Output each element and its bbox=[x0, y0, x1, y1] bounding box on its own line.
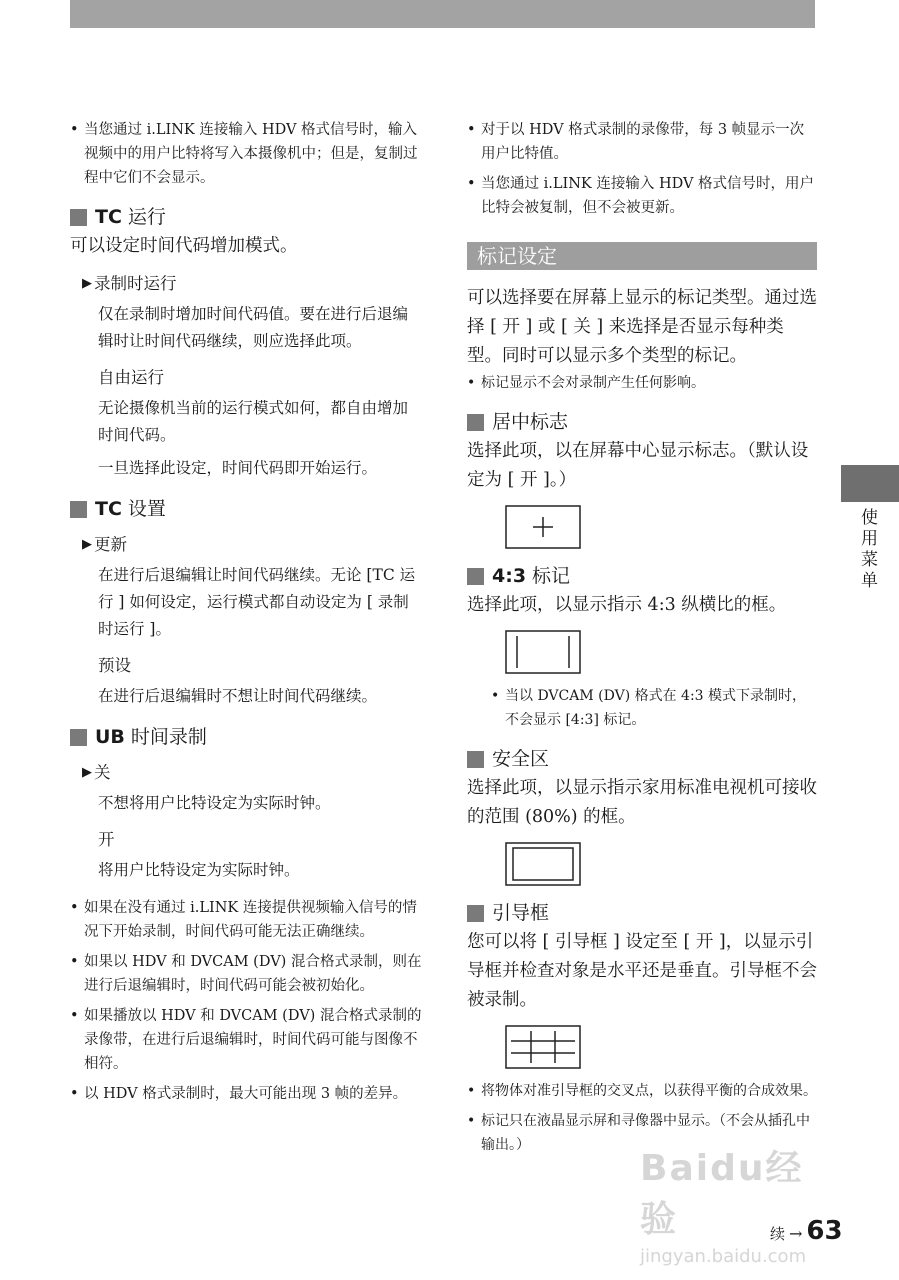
default-arrow-icon: ▶ bbox=[82, 276, 92, 291]
side-tab-label: 使用菜单 bbox=[857, 508, 877, 592]
continue-arrow-icon: → bbox=[789, 1224, 803, 1243]
aspect-desc: 选择此项，以显示指示 4:3 纵横比的框。 bbox=[467, 595, 787, 615]
square-bullet-icon bbox=[70, 501, 87, 518]
watermark-logo: Baidu经验 bbox=[640, 1148, 804, 1240]
tc-run-opt2: 自由运行 bbox=[98, 368, 164, 387]
watermark-url: jingyan.baidu.com bbox=[640, 1246, 807, 1267]
note-bullet: • 以 HDV 格式录制时，最大可能出现 3 帧的差异。 bbox=[70, 1082, 422, 1106]
note-bullet: • 如果播放以 HDV 和 DVCAM (DV) 混合格式录制的录像带，在进行后退编辑时，时间代码可能与图像不相符。 bbox=[70, 1004, 422, 1076]
marker-desc: 可以选择要在屏幕上显示的标记类型。通过选择 [ 开 ] 或 [ 关 ] 来选择是否显示每种类型。同时可以显示多个类型的标记。 bbox=[467, 288, 817, 366]
page-footer bbox=[770, 1216, 843, 1246]
tc-set-opt1: ▶ 更新 bbox=[82, 532, 422, 558]
center-marker-icon bbox=[505, 505, 581, 549]
guide-note: • 标记只在液晶显示屏和寻像器中显示。（不会从插孔中输出。） bbox=[467, 1109, 817, 1157]
safety-zone-diagram bbox=[505, 842, 817, 886]
square-bullet-icon bbox=[70, 209, 87, 226]
tc-run-opt2-desc2: 一旦选择此设定，时间代码即开始运行。 bbox=[98, 459, 378, 477]
tc-set-opt2-desc: 在进行后退编辑时不想让时间代码继续。 bbox=[98, 687, 378, 705]
ub-note-bullet: • 对于以 HDV 格式录制的录像带，每 3 帧显示一次用户比特值。 bbox=[467, 118, 817, 166]
tc-set-heading: TC 设置 bbox=[70, 496, 422, 522]
center-heading: 居中标志 bbox=[467, 409, 817, 435]
safety-desc: 选择此项，以显示指示家用标准电视机可接收的范围 (80%) 的框。 bbox=[467, 778, 817, 827]
square-bullet-icon bbox=[467, 751, 484, 768]
continued-label: 续 bbox=[770, 1225, 786, 1243]
aspect-heading: 4:3 标记 bbox=[467, 563, 817, 589]
ub-rec-heading: UB 时间录制 bbox=[70, 724, 422, 750]
note-bullet: • 如果在没有通过 i.LINK 连接提供视频输入信号的情况下开始录制，时间代码可能无法正确继续。 bbox=[70, 896, 422, 944]
tc-set-opt1-desc: 在进行后退编辑让时间代码继续。无论 [TC 运行 ] 如何设定，运行模式都自动设定为 [ 录制时运行 ]。 bbox=[98, 566, 416, 638]
guide-frame-diagram bbox=[505, 1025, 817, 1069]
square-bullet-icon bbox=[467, 905, 484, 922]
ub-rec-opt2-desc: 将用户比特设定为实际时钟。 bbox=[98, 861, 300, 879]
tc-run-desc: 可以设定时间代码增加模式。 bbox=[70, 236, 298, 256]
left-column bbox=[70, 118, 422, 1112]
center-marker-diagram bbox=[505, 505, 817, 549]
tc-run-opt1: ▶ 录制时运行 bbox=[82, 271, 422, 297]
page-number: 63 bbox=[806, 1216, 843, 1246]
tc-set-opt2: 预设 bbox=[98, 656, 131, 675]
default-arrow-icon: ▶ bbox=[82, 765, 92, 780]
guide-heading: 引导框 bbox=[467, 900, 817, 926]
ub-rec-opt1-desc: 不想将用户比特设定为实际时钟。 bbox=[98, 794, 331, 812]
aspect-note: • 当以 DVCAM (DV) 格式在 4:3 模式下录制时，不会显示 [4:3] 标记。 bbox=[491, 684, 817, 732]
center-desc: 选择此项，以在屏幕中心显示标志。（默认设定为 [ 开 ]。） bbox=[467, 441, 809, 490]
marker-note: • 标记显示不会对录制产生任何影响。 bbox=[467, 371, 817, 395]
aspect-marker-diagram bbox=[505, 630, 817, 674]
right-column bbox=[467, 118, 817, 1163]
safety-heading: 安全区 bbox=[467, 746, 817, 772]
tc-run-heading: TC 运行 bbox=[70, 204, 422, 230]
tc-run-opt1-desc: 仅在录制时增加时间代码值。要在进行后退编辑时让时间代码继续，则应选择此项。 bbox=[98, 305, 409, 350]
tc-run-opt2-desc1: 无论摄像机当前的运行模式如何，都自由增加时间代码。 bbox=[98, 399, 409, 444]
square-bullet-icon bbox=[467, 568, 484, 585]
ub-rec-opt1: ▶ 关 bbox=[82, 760, 422, 786]
marker-section-title: 标记设定 bbox=[467, 242, 817, 270]
top-bar bbox=[70, 0, 815, 28]
guide-frame-icon bbox=[505, 1025, 581, 1069]
note-bullet: • 如果以 HDV 和 DVCAM (DV) 混合格式录制，则在进行后退编辑时，时间代码可能会被初始化。 bbox=[70, 950, 422, 998]
guide-desc: 您可以将 [ 引导框 ] 设定至 [ 开 ]，以显示引导框并检查对象是水平还是垂直。引导框不会被录制。 bbox=[467, 932, 817, 1010]
ub-rec-opt2: 开 bbox=[98, 830, 115, 849]
ub-note-bullet: • 当您通过 i.LINK 连接输入 HDV 格式信号时，用户比特会被复制，但不会被更新。 bbox=[467, 172, 817, 220]
default-arrow-icon: ▶ bbox=[82, 537, 92, 552]
side-tab bbox=[841, 465, 899, 502]
square-bullet-icon bbox=[70, 729, 87, 746]
aspect-marker-icon bbox=[505, 630, 581, 674]
safety-zone-icon bbox=[505, 842, 581, 886]
square-bullet-icon bbox=[467, 414, 484, 431]
intro-bullet: • 当您通过 i.LINK 连接输入 HDV 格式信号时，输入视频中的用户比特将写入本摄像机中；但是，复制过程中它们不会显示。 bbox=[70, 118, 422, 190]
guide-note: • 将物体对准引导框的交叉点，以获得平衡的合成效果。 bbox=[467, 1079, 817, 1103]
